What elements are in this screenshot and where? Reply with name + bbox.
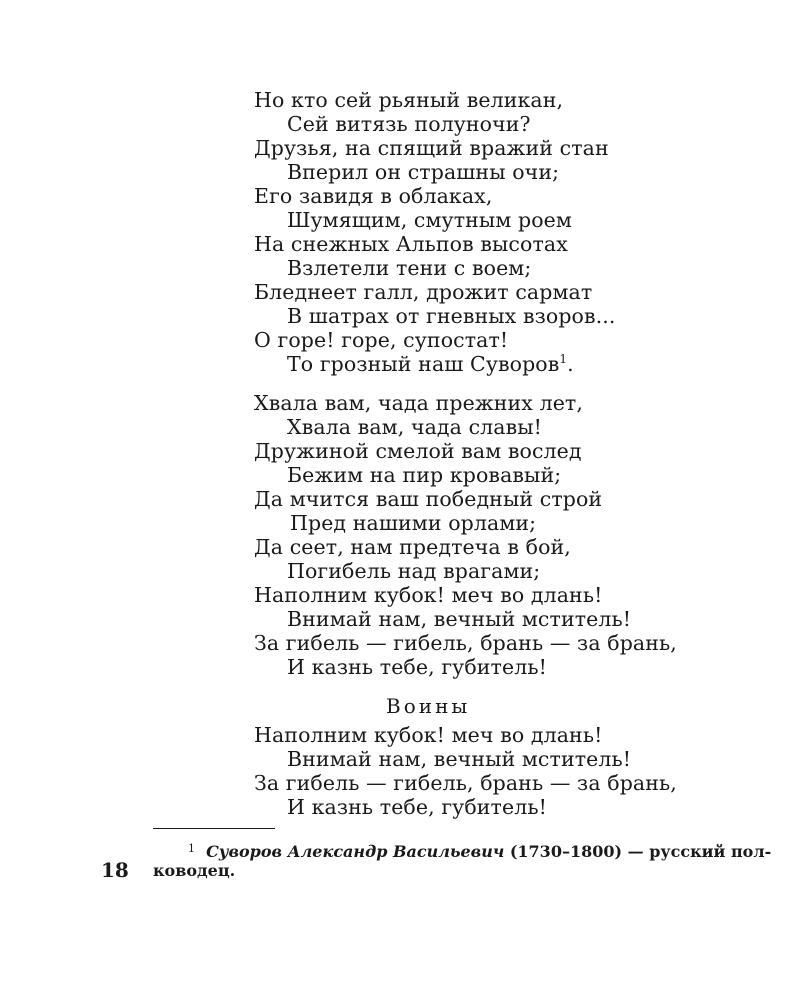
verse-line: Сей витязь полуночи?	[287, 112, 531, 136]
footnote-reference: 1	[559, 352, 568, 366]
verse-line: И казнь тебе, губитель!	[287, 795, 547, 819]
footnote-divider	[153, 828, 275, 829]
verse-line: Взлетели тени с воем;	[287, 256, 532, 280]
verse-line: Внимай нам, вечный мститель!	[287, 607, 632, 631]
verse-line: За гибель — гибель, брань — за брань,	[254, 771, 677, 795]
page-number: 18	[101, 858, 129, 882]
verse-line: Да сеет, нам предтеча в бой,	[254, 535, 571, 559]
verse-line: Хвала вам, чада славы!	[287, 415, 543, 439]
verse-line: Но кто сей рьяный великан,	[254, 88, 564, 112]
footnote-text: (1730–1800) — русский пол-	[509, 842, 772, 861]
verse-line: Дружиной смелой вам вослед	[254, 439, 582, 463]
verse-line: Пред нашими орлами;	[290, 511, 537, 535]
verse-line: Наполним кубок! меч во длань!	[254, 583, 603, 607]
verse-line: Да мчится ваш победный строй	[254, 487, 603, 511]
verse-text: То грозный наш Суворов	[287, 352, 560, 376]
verse-line: И казнь тебе, губитель!	[287, 655, 547, 679]
verse-line: Хвала вам, чада прежних лет,	[254, 391, 583, 415]
verse-line: Шумящим, смутным роем	[287, 208, 572, 232]
footnote-line-2: ководец.	[153, 861, 236, 880]
verse-line: Бежим на пир кровавый;	[287, 463, 562, 487]
verse-line: Внимай нам, вечный мститель!	[287, 747, 632, 771]
verse-punctuation: .	[567, 352, 574, 376]
footnote-line-1	[188, 838, 771, 863]
verse-line: В шатрах от гневных взоров...	[287, 304, 616, 328]
footnote-mark: 1	[188, 842, 195, 855]
verse-line: Его завидя в облаках,	[254, 184, 493, 208]
verse-line: За гибель — гибель, брань — за брань,	[254, 631, 677, 655]
chorus-heading: Воины	[386, 694, 471, 718]
verse-line: Бледнеет галл, дрожит сармат	[254, 280, 593, 304]
verse-line: Друзья, на спящий вражий стан	[254, 136, 609, 160]
verse-line: Погибель над врагами;	[287, 559, 541, 583]
verse-line: Вперил он страшны очи;	[287, 160, 560, 184]
verse-line-with-footnote	[287, 353, 574, 376]
verse-line: На снежных Альпов высотах	[254, 232, 568, 256]
verse-line: Наполним кубок! меч во длань!	[254, 723, 603, 747]
footnote-name: Суворов Александр Васильевич	[206, 842, 505, 861]
verse-line: О горе! горе, супостат!	[254, 328, 509, 352]
